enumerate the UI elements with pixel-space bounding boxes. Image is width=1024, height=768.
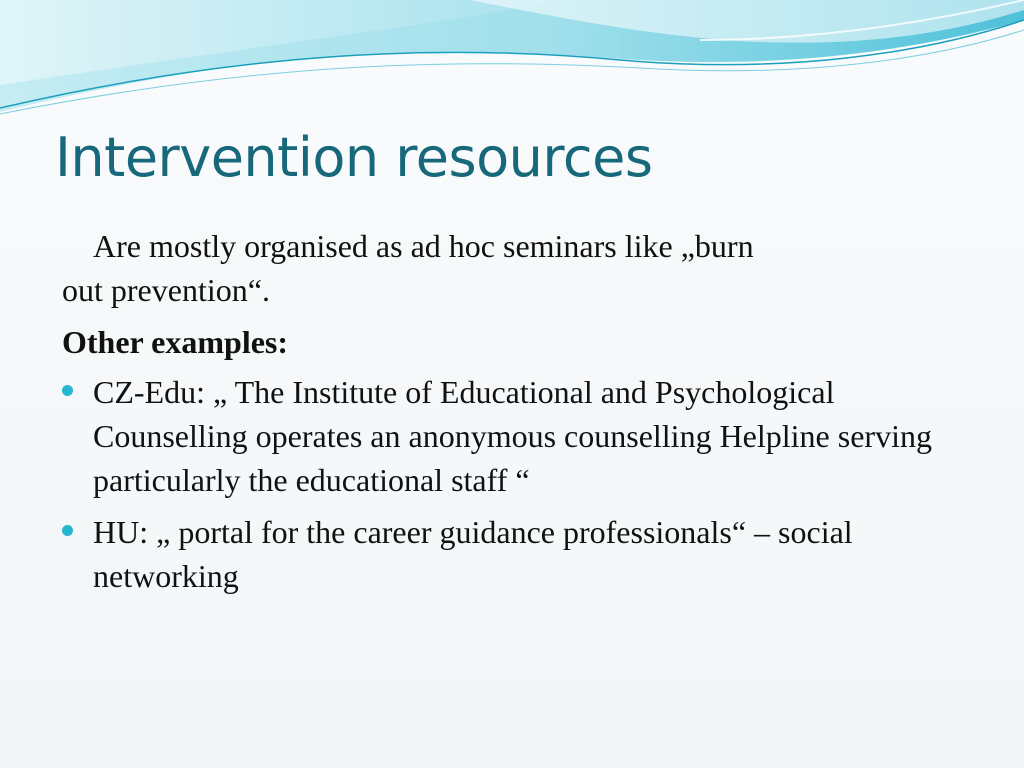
intro-paragraph xyxy=(62,224,962,268)
bullet-text: HU: „ portal for the career guidance professionals“ – social networking xyxy=(93,514,853,594)
slide-body xyxy=(62,224,962,606)
header-wave-decoration xyxy=(0,0,1024,130)
slide-title: Intervention resources xyxy=(55,126,653,189)
bullet-icon xyxy=(62,385,73,396)
other-examples-heading: Other examples: xyxy=(62,324,289,360)
intro-line-1: Are mostly organised as ad hoc seminars like „burn xyxy=(93,228,754,264)
bullet-icon xyxy=(62,525,73,536)
examples-list xyxy=(62,370,962,598)
list-item xyxy=(62,510,962,598)
intro-line-2: out prevention“. xyxy=(62,272,270,308)
list-item xyxy=(62,370,962,502)
intro-paragraph-continued xyxy=(62,268,962,312)
bullet-text: CZ-Edu: „ The Institute of Educational and Psychological Counselling operates an anonymous counselling Helpline serving particularly the educational staff “ xyxy=(93,374,932,498)
